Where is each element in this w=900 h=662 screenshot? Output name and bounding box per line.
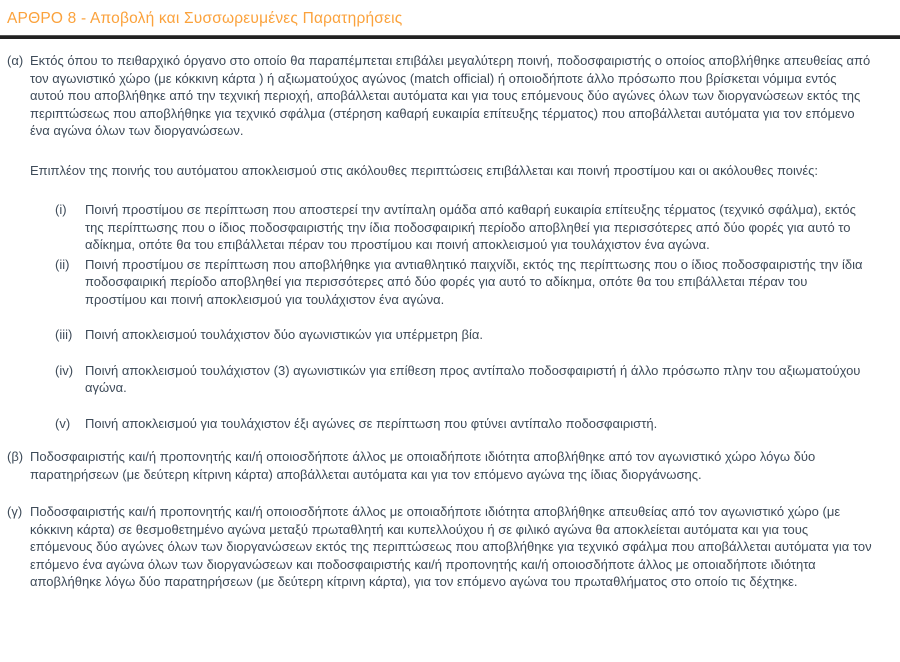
list-item-text: Ποινή προστίμου σε περίπτωση που αποστερεί την αντίπαλη ομάδα από καθαρή ευκαιρία επίτευξης τέρματος (τεχνικό σφάλμα), εκτός της περίπτωσης που ο ίδιος ποδοσφαιριστής την ίδια ποδοσφαιρική περίοδο αποβληθεί για περισσότερες από δύο φορές για αυτό το αδίκημα, οπότε θα του επιβάλλεται πέραν του προστίμου και ποινή αποκλεισμού για τουλάχιστον ένα αγώνα. [85,202,856,252]
paragraph-text: Ποδοσφαιριστής και/ή προπονητής και/ή οποιοσδήποτε άλλος με οποιαδήποτε ιδιότητα αποβλήθηκε από τον αγωνιστικό χώρο λόγω δύο παρατηρήσεων (με δεύτερη κίτρινη κάρτα) αποβάλλεται αυτόματα και για τον επόμενο αγώνα της ίδιας διοργάνωσης. [30,449,816,482]
list-item-label: (ii) [55,256,70,272]
paragraph-label: (γ) [7,504,23,519]
paragraph-text: Εκτός όπου το πειθαρχικό όργανο στο οποίο θα παραπέμπεται επιβάλει μεγαλύτερη ποινή, ποδοσφαιριστής ο οποίος αποβλήθηκε απευθείας από τον αγωνιστικό χώρο (με κόκκινη κάρτα ) ή αξιωματούχος αγώνος (match official) ή οποιοδήποτε άλλο πρόσωπο που βρίσκεται νόμιμα εντός αυτού που αποβλήθηκε από την τεχνική περιοχή, αποβάλλεται αυτόματα και για τους επόμενους δύο αγώνες όλων των διοργανώσεων εκτός της περιπτώσεως που αποβλήθηκε για τεχνικό σφάλμα (στέρηση καθαρή ευκαιρία επίτευξης τέρματος) που αποβάλλεται αυτόματα για τον επόμενο ένα αγώνα όλων των διοργανώσεων. [30,53,871,138]
list-item-label: (i) [55,202,67,217]
list-item-text: Ποινή αποκλεισμού τουλάχιστον δύο αγωνιστικών για υπέρμετρη βία. [85,327,483,342]
header-divider [0,35,900,39]
list-item-i [7,201,872,254]
list-item-label: (iv) [55,362,74,378]
paragraph-additional-penalties [7,162,872,180]
list-item-label: (v) [55,415,71,431]
list-item-label: (iii) [55,327,73,342]
paragraph-beta [7,448,872,483]
paragraph-label: (β) [7,449,24,464]
list-item-text: Ποινή αποκλεισμού για τουλάχιστον έξι αγώνες σε περίπτωση που φτύνει αντίπαλο ποδοσφαιριστή. [85,415,658,431]
article-body [7,52,872,591]
list-item-text: Ποινή αποκλεισμού τουλάχιστον (3) αγωνιστικών για επίθεση προς αντίπαλο ποδοσφαιριστή ή άλλο πρόσωπο πλην του αξιωματούχου αγώνα. [85,362,861,395]
paragraph-gamma [7,503,872,591]
list-item-v [7,415,872,433]
paragraph-text: Επιπλέον της ποινής του αυτόματου αποκλεισμού στις ακόλουθες περιπτώσεις επιβάλλεται και ποινή προστίμου και οι ακόλουθες ποινές: [30,162,819,178]
list-item-ii [7,256,872,309]
list-item-text: Ποινή προστίμου σε περίπτωση που αποβλήθηκε για αντιαθλητικό παιχνίδι, εκτός της περίπτωσης που ο ίδιος ποδοσφαιριστής την ίδια ποδοσφαιρική περίοδο αποβληθεί για περισσότερες από δύο φορές για αυτό το αδίκημα, οπότε θα του επιβάλλεται πέραν του προστίμου και ποινή αποκλεισμού για τουλάχιστον ένα αγώνα. [85,256,863,307]
paragraph-text: Ποδοσφαιριστής και/ή προπονητής και/ή οποιοσδήποτε άλλος με οποιαδήποτε ιδιότητα αποβλήθηκε απευθείας από τον αγωνιστικό χώρο (με κόκκινη κάρτα) σε θεσμοθετημένο αγώνα μεταξύ πρωταθλητή και κυπελλούχου ή σε φιλικό αγώνα θα αποκλείεται αυτόματα και για τους επόμενους δύο αγώνες όλων των διοργανώσεων εκτός της περιπτώσεως που αποβλήθηκε για τεχνικό σφάλμα που αποβάλλεται αυτόματα για τον επόμενο ένα αγώνα όλων των διοργανώσεων και ποδοσφαιριστής και/ή προπονητής και/ή οποιοσδήποτε άλλος με οποιαδήποτε ιδιότητα αποβλήθηκε λόγω δύο παρατηρήσεων (με δεύτερη κίτρινη κάρτα), για τον επόμενο αγώνα του πρωταθλήματος στο οποίο τις δέχτηκε. [30,504,872,589]
paragraph-label: (α) [7,53,24,68]
article-header-title: ΑΡΘΡΟ 8 - Αποβολή και Συσσωρευμένες Παρατηρήσεις [7,10,403,27]
list-item-iv [7,362,872,397]
paragraph-alpha [7,52,872,140]
list-item-iii [7,326,872,344]
